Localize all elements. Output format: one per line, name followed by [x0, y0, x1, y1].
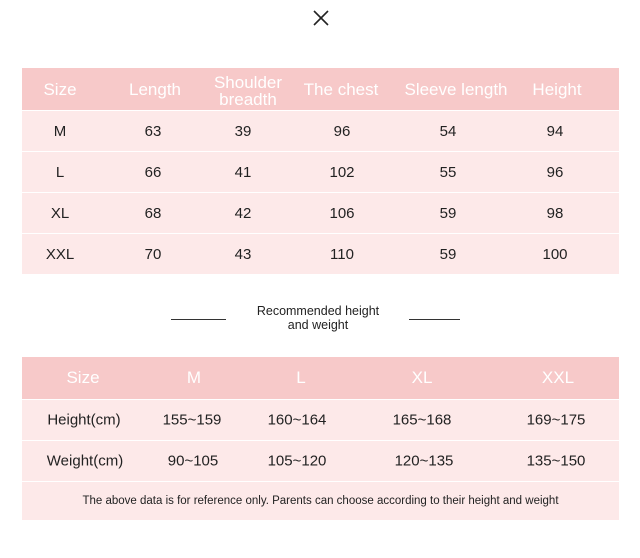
- cell-shoulder: 42: [234, 204, 252, 222]
- cell-xl: 120~135: [394, 452, 454, 470]
- cell-sleeve: 55: [439, 163, 457, 181]
- cell-length: 68: [144, 204, 162, 222]
- cell-shoulder: 39: [234, 122, 252, 140]
- cell-xxl: 135~150: [526, 452, 586, 470]
- size-chart-table: [22, 68, 619, 271]
- table-row: [22, 399, 619, 440]
- cell-length: 63: [144, 122, 162, 140]
- cell-sleeve: 59: [439, 204, 457, 222]
- height-weight-table: [22, 357, 619, 519]
- cell-height: 100: [542, 245, 568, 263]
- cell-l: 105~120: [267, 452, 327, 470]
- cell-sleeve: 54: [439, 122, 457, 140]
- cell-sleeve: 59: [439, 245, 457, 263]
- cell-chest: 102: [329, 163, 355, 181]
- cell-xxl: 169~175: [526, 411, 586, 429]
- reference-note: The above data is for reference only. Parents can choose according to their height and weight: [22, 481, 619, 520]
- header-height: Height: [532, 79, 582, 99]
- recommend-title-line2: and weight: [287, 318, 349, 332]
- size-chart-header: [22, 68, 619, 110]
- header-shoulder-breadth: Shoulder breadth: [213, 73, 283, 109]
- cell-size: XXL: [45, 245, 75, 263]
- title-divider-right: [409, 319, 460, 320]
- table-row: [22, 440, 619, 481]
- row-label-height: Height(cm): [47, 411, 121, 429]
- close-icon: [310, 7, 332, 29]
- header-m: M: [186, 368, 202, 387]
- row-label-weight: Weight(cm): [46, 452, 124, 470]
- cell-size: M: [53, 122, 67, 140]
- height-weight-header: [22, 357, 619, 399]
- cell-size: L: [55, 163, 65, 181]
- header-xl: XL: [411, 368, 433, 387]
- header-size: Size: [43, 79, 77, 99]
- table-row: [22, 110, 619, 151]
- cell-size: XL: [50, 204, 70, 222]
- close-button[interactable]: [310, 7, 332, 29]
- cell-length: 66: [144, 163, 162, 181]
- table-row: [22, 233, 619, 274]
- cell-xl: 165~168: [392, 411, 452, 429]
- cell-shoulder: 43: [234, 245, 252, 263]
- header-chest: The chest: [303, 79, 379, 99]
- cell-chest: 110: [330, 245, 354, 263]
- header-xxl: XXL: [541, 368, 575, 387]
- cell-shoulder: 41: [234, 163, 252, 181]
- cell-height: 94: [546, 122, 564, 140]
- table-row: [22, 192, 619, 233]
- cell-chest: 96: [333, 122, 351, 140]
- cell-l: 160~164: [267, 411, 327, 429]
- cell-height: 98: [546, 204, 564, 222]
- cell-chest: 106: [329, 204, 355, 222]
- cell-length: 70: [144, 245, 162, 263]
- recommend-title: [238, 304, 398, 332]
- header-sleeve-length: Sleeve length: [404, 79, 508, 99]
- header-l: L: [296, 368, 306, 387]
- cell-height: 96: [546, 163, 564, 181]
- header-size: Size: [66, 368, 100, 387]
- header-length: Length: [129, 79, 181, 99]
- cell-m: 155~159: [162, 411, 222, 429]
- recommend-title-line1: Recommended height: [256, 304, 380, 318]
- cell-m: 90~105: [167, 452, 219, 470]
- table-row: [22, 151, 619, 192]
- title-divider-left: [171, 319, 226, 320]
